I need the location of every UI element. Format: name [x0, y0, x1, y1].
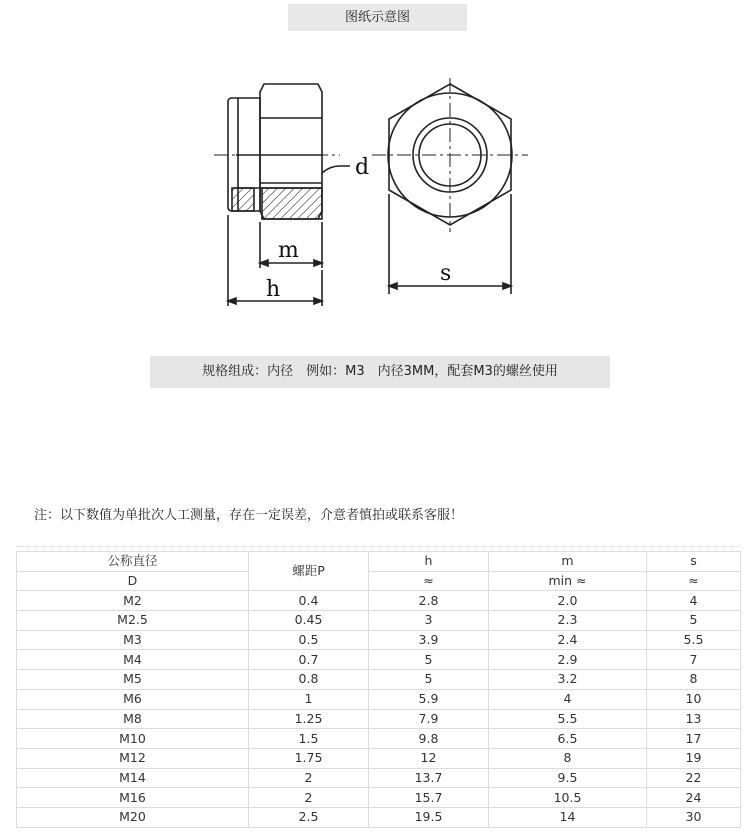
- cell-pitch: 0.4: [249, 591, 369, 611]
- cell-diameter: M6: [17, 689, 249, 709]
- cell-diameter: M12: [17, 748, 249, 768]
- dimension-label-m: m: [278, 238, 299, 263]
- cell-s: 8: [647, 670, 741, 690]
- cell-diameter: M20: [17, 807, 249, 827]
- cell-m: 6.5: [489, 729, 647, 749]
- header-pitch: 螺距P: [249, 552, 369, 591]
- header-s-approx: ≈: [647, 571, 741, 591]
- table-row: [17, 689, 741, 709]
- table-row: [17, 788, 741, 808]
- cell-s: 13: [647, 709, 741, 729]
- cell-pitch: 1.25: [249, 709, 369, 729]
- cell-m: 2.3: [489, 611, 647, 631]
- dimension-table: [16, 551, 741, 828]
- cell-pitch: 1: [249, 689, 369, 709]
- side-view: [228, 84, 350, 306]
- cell-pitch: 0.45: [249, 611, 369, 631]
- table-header-row: [17, 571, 741, 591]
- cell-pitch: 0.5: [249, 630, 369, 650]
- cell-s: 24: [647, 788, 741, 808]
- cell-h: 5.9: [369, 689, 489, 709]
- cell-diameter: M5: [17, 670, 249, 690]
- cell-h: 15.7: [369, 788, 489, 808]
- cell-h: 12: [369, 748, 489, 768]
- cell-s: 30: [647, 807, 741, 827]
- header-h-approx: ≈: [369, 571, 489, 591]
- cell-h: 13.7: [369, 768, 489, 788]
- spec-format-note: 规格组成：内径 例如：M3 内径3MM，配套M3的螺丝使用: [150, 356, 610, 388]
- cell-pitch: 2.5: [249, 807, 369, 827]
- table-row: [17, 670, 741, 690]
- header-m: m: [489, 552, 647, 572]
- cell-m: 9.5: [489, 768, 647, 788]
- cell-diameter: M2: [17, 591, 249, 611]
- cell-diameter: M14: [17, 768, 249, 788]
- cell-s: 5.5: [647, 630, 741, 650]
- table-row: [17, 729, 741, 749]
- cell-pitch: 2: [249, 768, 369, 788]
- drawing-title: 图纸示意图: [288, 4, 467, 31]
- cell-m: 10.5: [489, 788, 647, 808]
- cell-pitch: 0.8: [249, 670, 369, 690]
- cell-diameter: M2.5: [17, 611, 249, 631]
- cell-m: 4: [489, 689, 647, 709]
- header-s: s: [647, 552, 741, 572]
- table-row: [17, 650, 741, 670]
- cell-s: 7: [647, 650, 741, 670]
- cell-pitch: 1.5: [249, 729, 369, 749]
- cell-pitch: 1.75: [249, 748, 369, 768]
- table-row: [17, 709, 741, 729]
- nylon-lock-nut-drawing: [200, 70, 540, 315]
- cell-diameter: M16: [17, 788, 249, 808]
- dimension-label-h: h: [266, 277, 281, 302]
- cell-diameter: M10: [17, 729, 249, 749]
- cell-s: 22: [647, 768, 741, 788]
- cell-h: 19.5: [369, 807, 489, 827]
- cell-h: 2.8: [369, 591, 489, 611]
- dimension-label-d: d: [355, 155, 370, 180]
- cell-diameter: M8: [17, 709, 249, 729]
- table-row: [17, 630, 741, 650]
- header-diameter: 公称直径: [17, 552, 249, 572]
- cell-pitch: 0.7: [249, 650, 369, 670]
- header-diameter-symbol: D: [17, 571, 249, 591]
- cell-m: 3.2: [489, 670, 647, 690]
- dimension-label-s: s: [440, 261, 452, 286]
- header-h: h: [369, 552, 489, 572]
- header-m-approx: min ≈: [489, 571, 647, 591]
- cell-s: 17: [647, 729, 741, 749]
- measurement-disclaimer: 注：以下数值为单批次人工测量，存在一定误差，介意者慎拍或联系客服！: [34, 508, 464, 523]
- table-header-row: [17, 552, 741, 572]
- cell-m: 2.9: [489, 650, 647, 670]
- cell-m: 8: [489, 748, 647, 768]
- table-divider: [16, 546, 740, 550]
- table-row: [17, 591, 741, 611]
- cell-s: 4: [647, 591, 741, 611]
- cell-h: 3: [369, 611, 489, 631]
- cell-s: 19: [647, 748, 741, 768]
- cell-m: 14: [489, 807, 647, 827]
- cell-s: 5: [647, 611, 741, 631]
- cell-m: 2.0: [489, 591, 647, 611]
- cell-h: 5: [369, 670, 489, 690]
- table-row: [17, 748, 741, 768]
- cell-diameter: M4: [17, 650, 249, 670]
- cell-h: 9.8: [369, 729, 489, 749]
- cell-pitch: 2: [249, 788, 369, 808]
- cell-diameter: M3: [17, 630, 249, 650]
- cell-h: 5: [369, 650, 489, 670]
- cell-m: 2.4: [489, 630, 647, 650]
- table-row: [17, 611, 741, 631]
- cell-s: 10: [647, 689, 741, 709]
- cell-m: 5.5: [489, 709, 647, 729]
- cell-h: 3.9: [369, 630, 489, 650]
- table-row: [17, 807, 741, 827]
- cell-h: 7.9: [369, 709, 489, 729]
- table-row: [17, 768, 741, 788]
